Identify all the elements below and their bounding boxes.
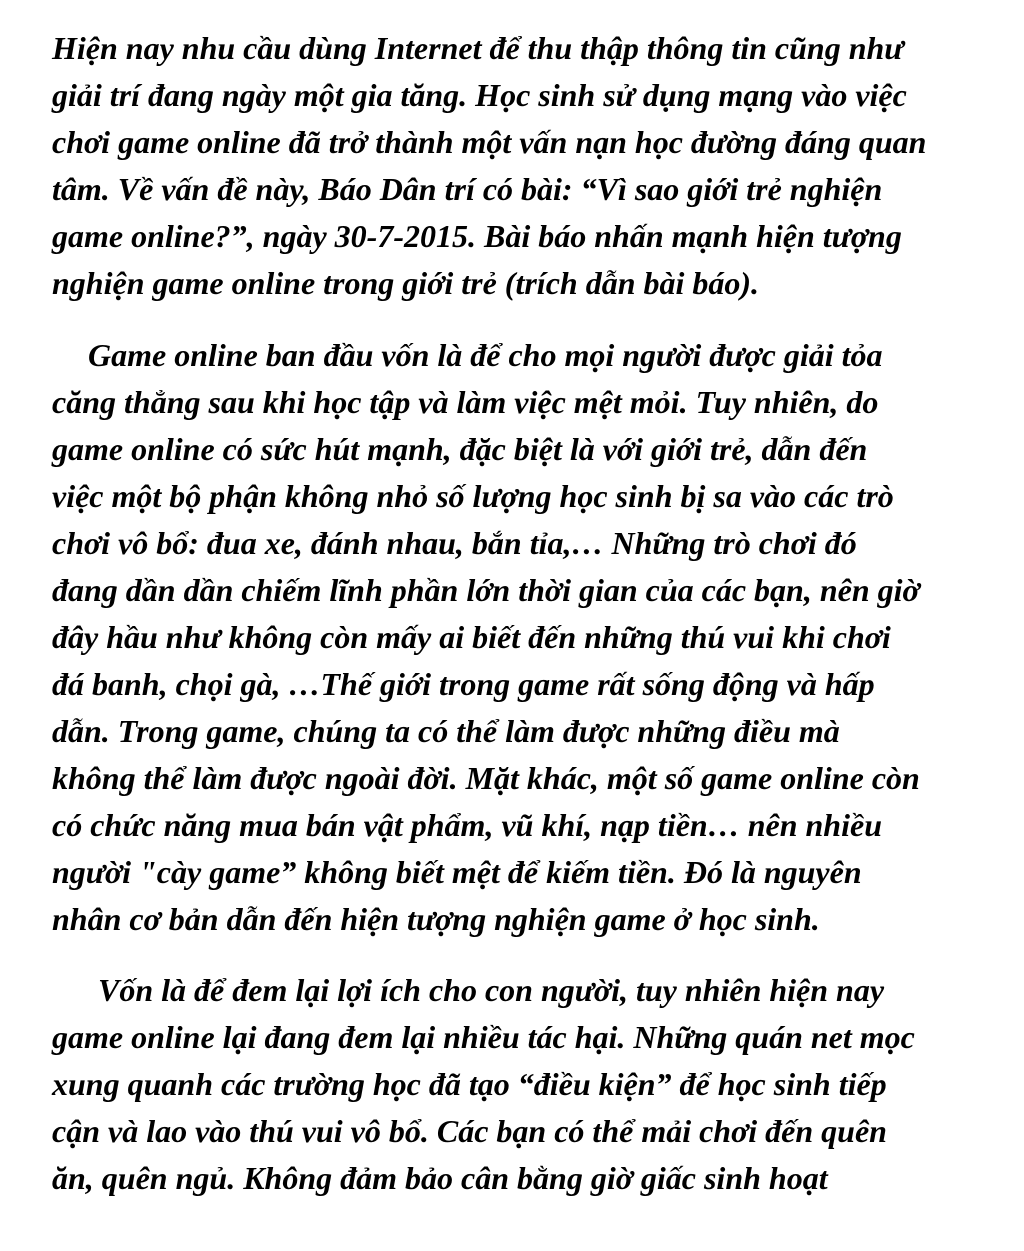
paragraph-2-line-13: nhân cơ bản dẫn đến hiện tượng nghiện game ở học sinh. [52,901,820,937]
paragraph-3-line-5: ăn, quên ngủ. Không đảm bảo cân bằng giờ giấc sinh hoạt [52,1160,828,1196]
paragraph-2-line-5: chơi vô bổ: đua xe, đánh nhau, bắn tỉa,… Những trò chơi đó [52,525,857,561]
paragraph-2-line-8: đá banh, chọi gà, …Thế giới trong game rất sống động và hấp [52,666,875,702]
paragraph-2-line-2: căng thẳng sau khi học tập và làm việc mệt mỏi. Tuy nhiên, do [52,384,879,420]
paragraph-2-line-6: đang dần dần chiếm lĩnh phần lớn thời gian của các bạn, nên giờ [52,572,920,608]
paragraph-2-line-3: game online có sức hút mạnh, đặc biệt là với giới trẻ, dẫn đến [52,431,868,467]
paragraph-2-line-1: Game online ban đầu vốn là để cho mọi người được giải tỏa [88,337,883,373]
paragraph-2-line-12: người "cày game” không biết mệt để kiếm tiền. Đó là nguyên [52,854,862,890]
paragraph-1-line-6: nghiện game online trong giới trẻ (trích dẫn bài báo). [52,265,760,301]
paragraph-1-line-2: giải trí đang ngày một gia tăng. Học sinh sử dụng mạng vào việc [52,77,907,113]
paragraph-3-line-3: xung quanh các trường học đã tạo “điều kiện” để học sinh tiếp [52,1066,887,1102]
paragraph-2-line-4: việc một bộ phận không nhỏ số lượng học sinh bị sa vào các trò [52,478,894,514]
paragraph-2-line-9: dẫn. Trong game, chúng ta có thể làm được những điều mà [52,713,840,749]
paragraph-1-line-1: Hiện nay nhu cầu dùng Internet để thu thập thông tin cũng như [52,30,904,66]
paragraph-2-line-7: đây hầu như không còn mấy ai biết đến những thú vui khi chơi [52,619,891,655]
paragraph-1-line-4: tâm. Về vấn đề này, Báo Dân trí có bài: “Vì sao giới trẻ nghiện [52,171,883,207]
paragraph-2-line-11: có chức năng mua bán vật phẩm, vũ khí, nạp tiền… nên nhiều [52,807,882,843]
paragraph-1-line-5: game online?”, ngày 30-7-2015. Bài báo nhấn mạnh hiện tượng [52,218,902,254]
paragraph-1-line-3: chơi game online đã trở thành một vấn nạn học đường đáng quan [52,124,927,160]
paragraph-3-line-1: Vốn là để đem lại lợi ích cho con người, tuy nhiên hiện nay [98,972,885,1008]
paragraph-2-line-10: không thể làm được ngoài đời. Mặt khác, một số game online còn [52,760,920,796]
paragraph-3-line-4: cận và lao vào thú vui vô bổ. Các bạn có thể mải chơi đến quên [52,1113,887,1149]
paragraph-3-line-2: game online lại đang đem lại nhiều tác hại. Những quán net mọc [52,1019,915,1055]
